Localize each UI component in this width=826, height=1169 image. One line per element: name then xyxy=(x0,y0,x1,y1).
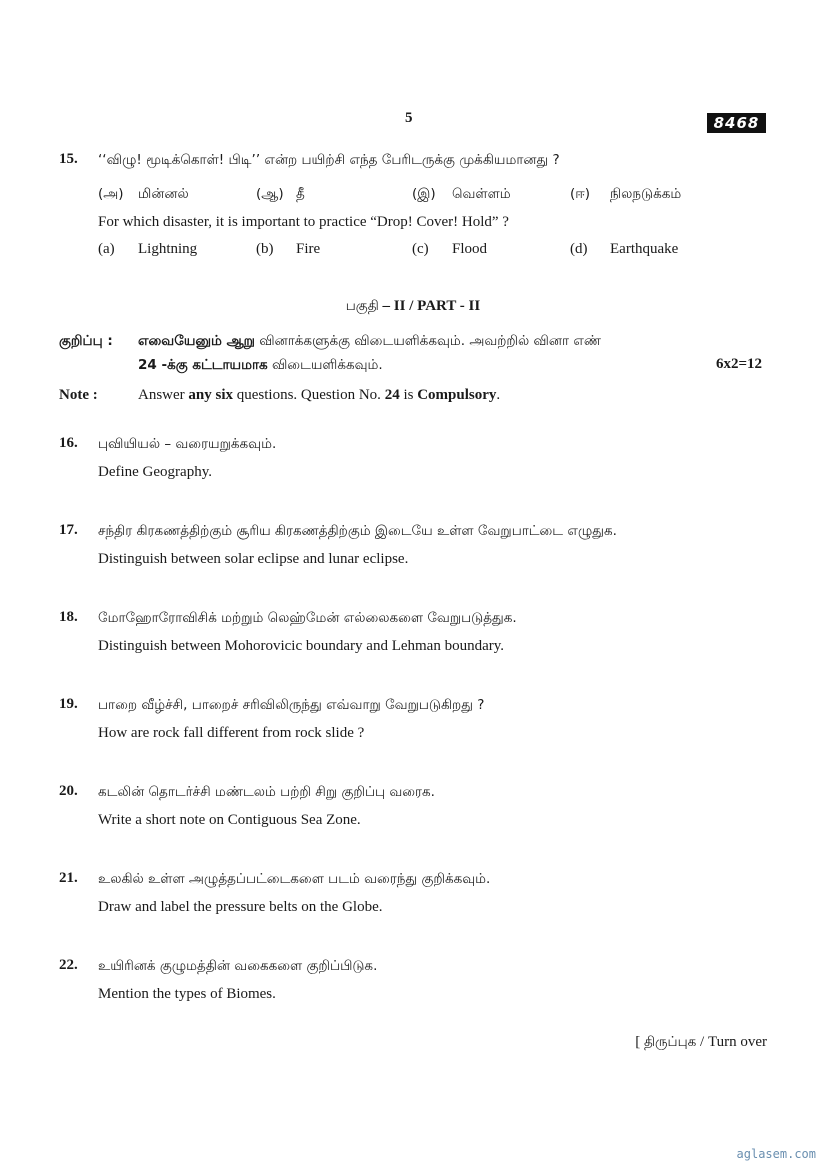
note-label: Note : xyxy=(59,387,98,403)
question-english: Define Geography. xyxy=(98,464,212,480)
question-tamil: உலகில் உள்ள அழுத்தப்பட்டைகளை படம் வரைந்து குறிக்கவும். xyxy=(98,871,491,887)
question-number: 21. xyxy=(59,870,78,886)
kurippu-line-1: எவையேனும் ஆறு வினாக்களுக்கு விடையளிக்கவும். அவற்றில் வினா எண் xyxy=(138,333,602,349)
option-tamil-2: (ஆ) தீ xyxy=(256,186,305,202)
question-number: 22. xyxy=(59,957,78,973)
option-english-4: (d) Earthquake xyxy=(570,241,679,257)
question-english: How are rock fall different from rock slide ? xyxy=(98,725,365,741)
page-number: 5 xyxy=(405,110,413,126)
option-tamil-1: (அ) மின்னல் xyxy=(98,186,189,202)
option-english-2: (b) Fire xyxy=(256,241,321,257)
question-tamil: பாறை வீழ்ச்சி, பாறைச் சரிவிலிருந்து எவ்வாறு வேறுபடுகிறது ? xyxy=(98,697,485,713)
question-english: Write a short note on Contiguous Sea Zone. xyxy=(98,812,361,828)
question-tamil: புவியியல் – வரையறுக்கவும். xyxy=(98,436,277,452)
option-tamil-3: (இ) வெள்ளம் xyxy=(412,186,511,202)
question-tamil: மோஹோரோவிசிக் மற்றும் லெஹ்மேன் எல்லைகளை வேறுபடுத்துக. xyxy=(98,610,517,626)
question-english: For which disaster, it is important to practice “Drop! Cover! Hold” ? xyxy=(98,214,509,230)
question-number: 19. xyxy=(59,696,78,712)
option-english-1: (a) Lightning xyxy=(98,241,198,257)
question-number: 20. xyxy=(59,783,78,799)
question-tamil: சந்திர கிரகணத்திற்கும் சூரிய கிரகணத்திற்கும் இடையே உள்ள வேறுபாட்டை எழுதுக. xyxy=(98,523,617,539)
question-number: 17. xyxy=(59,522,78,538)
kurippu-line-2: 24 -க்கு கட்டாயமாக விடையளிக்கவும். xyxy=(138,357,383,373)
question-english: Distinguish between Mohorovicic boundary and Lehman boundary. xyxy=(98,638,505,654)
question-english: Mention the types of Biomes. xyxy=(98,986,276,1002)
question-number: 16. xyxy=(59,435,78,451)
paper-code-badge: 8468 xyxy=(707,113,766,133)
watermark: aglasem.com xyxy=(736,1147,816,1161)
question-number: 15. xyxy=(59,151,78,167)
marks-label: 6x2=12 xyxy=(716,356,763,372)
part-title: பகுதி – II / PART - II xyxy=(345,298,481,314)
question-tamil: கடலின் தொடர்ச்சி மண்டலம் பற்றி சிறு குறிப்பு வரைக. xyxy=(98,784,435,800)
turn-over-label: [ திருப்புக / Turn over xyxy=(635,1034,767,1050)
option-english-3: (c) Flood xyxy=(412,241,488,257)
option-tamil-4: (ஈ) நிலநடுக்கம் xyxy=(570,186,682,202)
note-text: Answer any six questions. Question No. 24 is Compulsory. xyxy=(138,387,501,403)
question-number: 18. xyxy=(59,609,78,625)
question-tamil: உயிரினக் குழுமத்தின் வகைகளை குறிப்பிடுக. xyxy=(98,958,378,974)
question-english: Distinguish between solar eclipse and lunar eclipse. xyxy=(98,551,409,567)
question-tamil: ‘‘விழு! மூடிக்கொள்! பிடி’’ என்ற பயிற்சி எந்த பேரிடருக்கு முக்கியமானது ? xyxy=(98,152,560,168)
kurippu-label: குறிப்பு : xyxy=(59,333,113,349)
question-english: Draw and label the pressure belts on the Globe. xyxy=(98,899,383,915)
